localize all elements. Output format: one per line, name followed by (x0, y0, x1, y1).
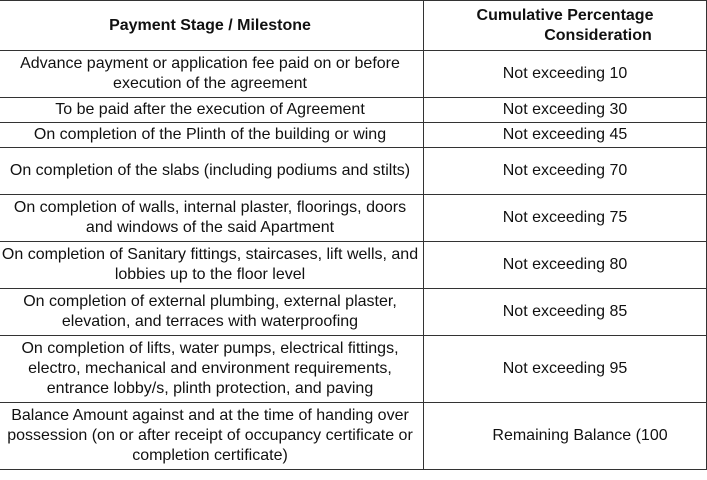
header-cumulative-percentage (424, 1, 707, 51)
stage-cell: On completion of external plumbing, external plaster, elevation, and terraces with waterproofing (0, 289, 424, 336)
stage-cell: On completion of lifts, water pumps, electrical fittings, electro, mechanical and environment requirements, entrance lobby/s, plinth protection, and paving (0, 336, 424, 403)
stage-cell: On completion of walls, internal plaster, floorings, doors and windows of the said Apartment (0, 195, 424, 242)
stage-cell: To be paid after the execution of Agreement (0, 98, 424, 123)
table-header-row (0, 1, 707, 51)
percentage-cell: Not exceeding 85 (424, 289, 707, 336)
percentage-cell: Not exceeding 95 (424, 336, 707, 403)
header-percentage-line2: Consideration (544, 26, 652, 44)
header-percentage-line1: Cumulative Percentage (476, 6, 654, 24)
table-row (0, 242, 707, 289)
stage-cell: On completion of the Plinth of the building or wing (0, 123, 424, 148)
percentage-cell: Remaining Balance (100 (424, 403, 707, 470)
percentage-cell: Not exceeding 10 (424, 51, 707, 98)
table-row (0, 403, 707, 470)
table-row (0, 98, 707, 123)
stage-cell: Advance payment or application fee paid on or before execution of the agreement (0, 51, 424, 98)
stage-cell: Balance Amount against and at the time of handing over possession (on or after receipt of occupancy certificate or completion certificate) (0, 403, 424, 470)
table-row (0, 289, 707, 336)
stage-cell: On completion of Sanitary fittings, staircases, lift wells, and lobbies up to the floor level (0, 242, 424, 289)
percentage-cell: Not exceeding 75 (424, 195, 707, 242)
percentage-cell: Not exceeding 45 (424, 123, 707, 148)
table-row (0, 148, 707, 195)
table-row (0, 336, 707, 403)
header-payment-stage: Payment Stage / Milestone (0, 1, 424, 51)
stage-cell: On completion of the slabs (including podiums and stilts) (0, 148, 424, 195)
table-row (0, 51, 707, 98)
table-row (0, 195, 707, 242)
percentage-cell: Not exceeding 70 (424, 148, 707, 195)
percentage-cell: Not exceeding 30 (424, 98, 707, 123)
percentage-cell: Not exceeding 80 (424, 242, 707, 289)
table-row (0, 123, 707, 148)
